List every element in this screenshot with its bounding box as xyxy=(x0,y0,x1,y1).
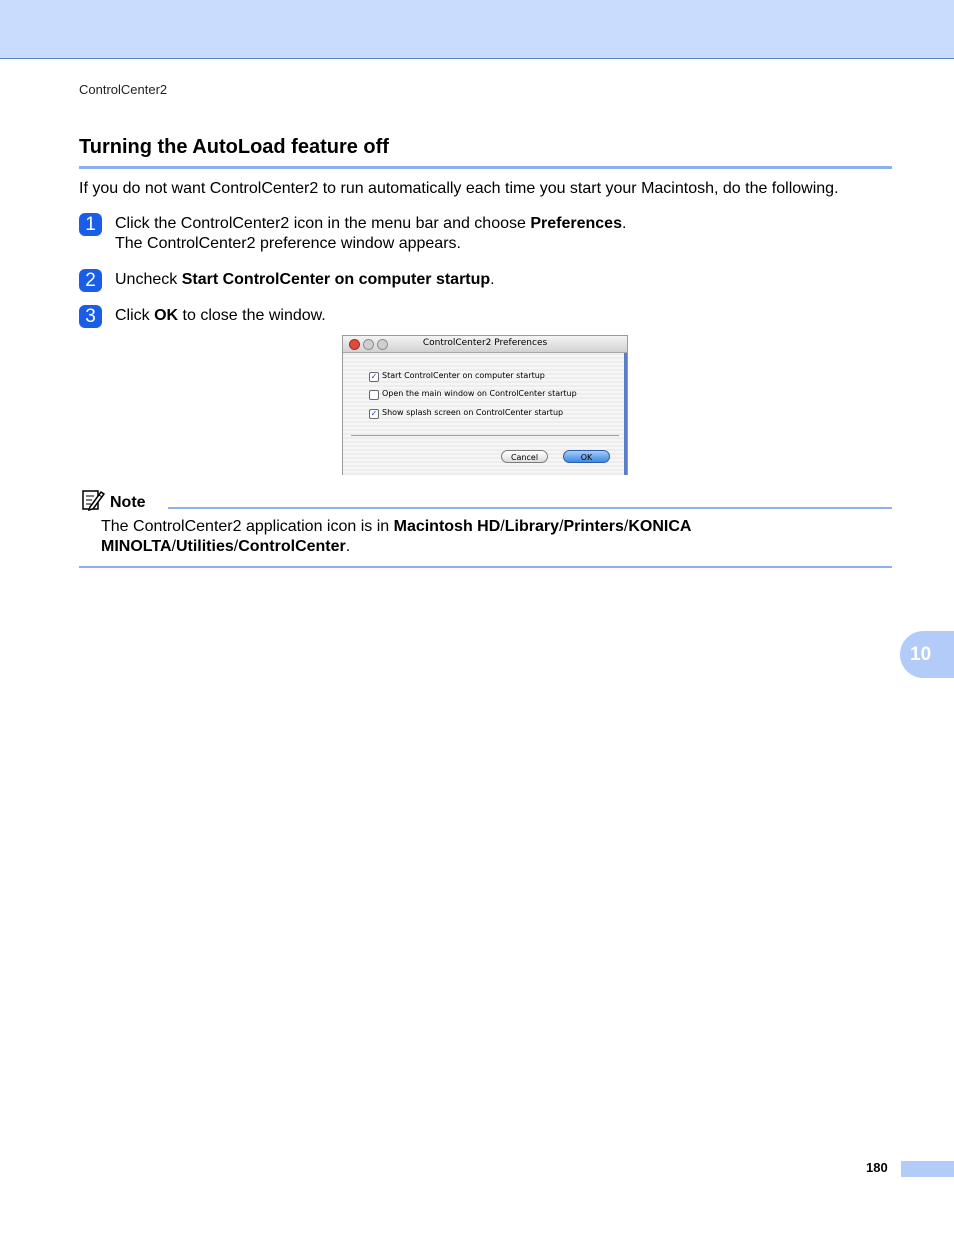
section-title: Turning the AutoLoad feature off xyxy=(79,136,389,158)
preferences-dialog xyxy=(342,335,628,475)
running-head: ControlCenter2 xyxy=(79,82,168,97)
cancel-button[interactable]: Cancel xyxy=(501,450,548,463)
note-label: Note xyxy=(110,494,146,511)
step-text: Click the ControlCenter2 icon in the menu bar and choose Preferences. The ControlCenter2 preference window appears. xyxy=(115,215,627,252)
option-label: Show splash screen on ControlCenter startup xyxy=(382,408,564,417)
checkbox-unchecked[interactable] xyxy=(369,390,379,400)
note-text: The ControlCenter2 application icon is in Macintosh HD/Library/Printers/KONICA MINOLTA/Utilities/ControlCenter. xyxy=(101,518,691,555)
step-result: The ControlCenter2 preference window appears. xyxy=(115,235,461,252)
note-rule-top xyxy=(168,507,892,509)
note-pencil-icon xyxy=(81,488,105,512)
option-label: Start ControlCenter on computer startup xyxy=(382,371,545,380)
ok-button[interactable]: OK xyxy=(563,450,610,463)
checkbox-checked[interactable]: ✓ xyxy=(370,409,378,418)
step-number-badge: 3 xyxy=(79,305,102,328)
note-rule-bottom xyxy=(79,566,892,568)
checkbox-checked[interactable]: ✓ xyxy=(370,372,378,381)
dialog-edge xyxy=(624,353,627,475)
header-band xyxy=(0,0,954,59)
intro-paragraph: If you do not want ControlCenter2 to run automatically each time you start your Macintosh, do the following. xyxy=(79,180,839,197)
step-text: Click OK to close the window. xyxy=(115,307,326,324)
page-tab xyxy=(901,1161,954,1177)
dialog-titlebar xyxy=(343,336,627,353)
option-label: Open the main window on ControlCenter startup xyxy=(382,389,577,398)
step-number-badge: 1 xyxy=(79,213,102,236)
chapter-tab: 10 xyxy=(900,631,954,678)
step-number-badge: 2 xyxy=(79,269,102,292)
dialog-title: ControlCenter2 Preferences xyxy=(422,338,548,348)
page-number: 180 xyxy=(866,1160,888,1175)
step-text: Uncheck Start ControlCenter on computer startup. xyxy=(115,271,495,288)
title-rule xyxy=(79,166,892,169)
dialog-divider xyxy=(351,435,619,436)
